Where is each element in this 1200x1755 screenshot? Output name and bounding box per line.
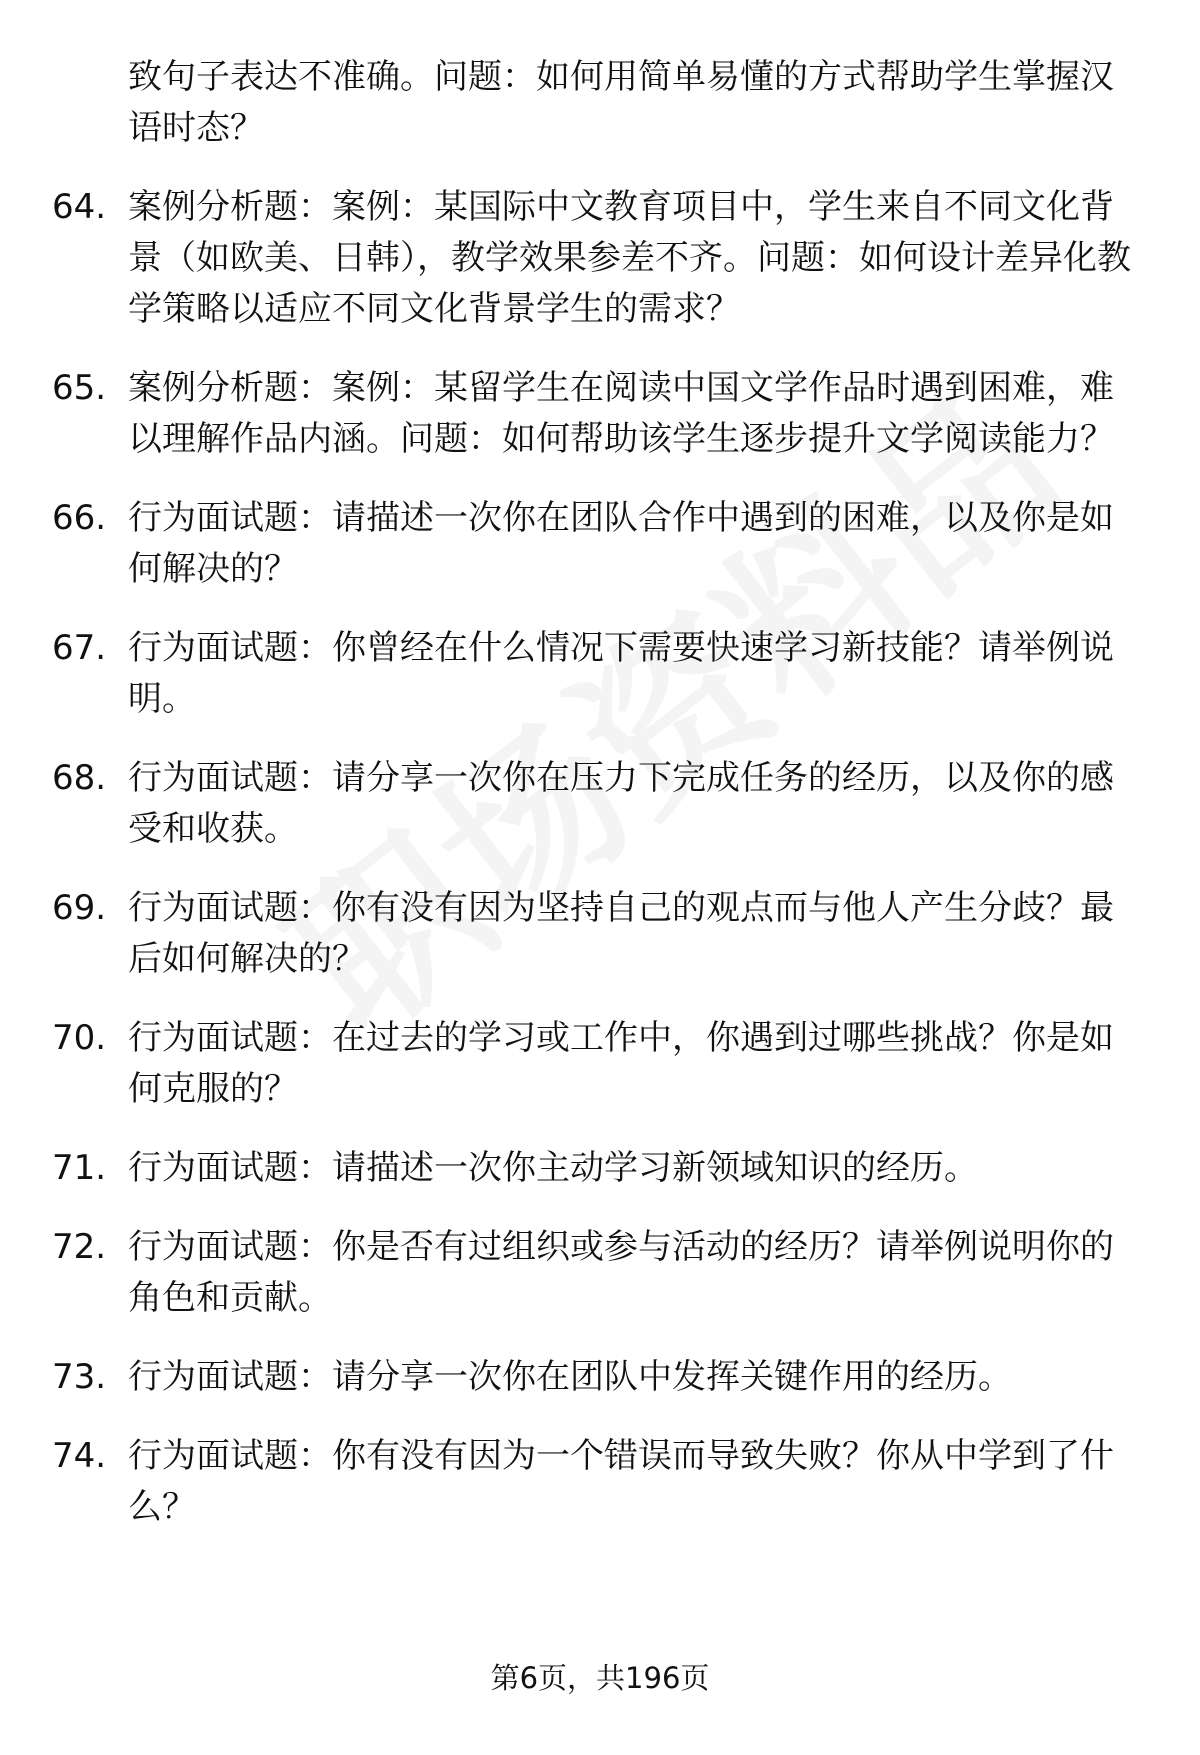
item-text: 行为面试题：你有没有因为一个错误而导致失败？你从中学到了什么？: [128, 1436, 1114, 1527]
item-text: 行为面试题：你曾经在什么情况下需要快速学习新技能？请举例说明。: [128, 628, 1114, 719]
item-number: 67.: [52, 628, 107, 668]
document-body: [0, 52, 1200, 1561]
item-number: 66.: [52, 498, 107, 538]
list-item: [0, 623, 1200, 725]
list-item: [0, 363, 1200, 465]
item-number: 71.: [52, 1148, 107, 1188]
item-text: 行为面试题：在过去的学习或工作中，你遇到过哪些挑战？你是如何克服的？: [128, 1018, 1114, 1109]
list-item: [0, 182, 1200, 335]
list-item: [0, 1222, 1200, 1324]
list-item: [0, 883, 1200, 985]
item-number: 65.: [52, 368, 107, 408]
item-text: 行为面试题：你有没有因为坚持自己的观点而与他人产生分歧？最后如何解决的？: [128, 888, 1114, 979]
item-text: 行为面试题：请描述一次你在团队合作中遇到的困难，以及你是如何解决的？: [128, 498, 1114, 589]
item-number: 72.: [52, 1227, 107, 1267]
item-number: 73.: [52, 1357, 107, 1397]
list-item: [0, 1013, 1200, 1115]
item-number: 64.: [52, 187, 107, 227]
item-text: 案例分析题：案例：某留学生在阅读中国文学作品时遇到困难，难以理解作品内涵。问题：如何帮助该学生逐步提升文学阅读能力？: [128, 368, 1114, 459]
list-item: [0, 493, 1200, 595]
list-item: [0, 1431, 1200, 1533]
item-number: 69.: [52, 888, 107, 928]
list-item: [0, 1352, 1200, 1403]
list-item: [0, 1143, 1200, 1194]
item-number: 70.: [52, 1018, 107, 1058]
item-number: 68.: [52, 758, 107, 798]
list-item: [0, 753, 1200, 855]
item-text: 行为面试题：请分享一次你在团队中发挥关键作用的经历。: [128, 1357, 1012, 1397]
item-text: 行为面试题：请分享一次你在压力下完成任务的经历，以及你的感受和收获。: [128, 758, 1114, 849]
item-text: 行为面试题：你是否有过组织或参与活动的经历？请举例说明你的角色和贡献。: [128, 1227, 1114, 1318]
item-text: 案例分析题：案例：某国际中文教育项目中，学生来自不同文化背景（如欧美、日韩），教学效果参差不齐。问题：如何设计差异化教学策略以适应不同文化背景学生的需求？: [128, 187, 1131, 329]
item-text: 行为面试题：请描述一次你主动学习新领域知识的经历。: [128, 1148, 978, 1188]
continuation-text: 致句子表达不准确。问题：如何用简单易懂的方式帮助学生掌握汉语时态？: [128, 57, 1114, 148]
item-number: 74.: [52, 1436, 107, 1476]
page-footer: 第6页，共196页: [490, 1661, 710, 1695]
